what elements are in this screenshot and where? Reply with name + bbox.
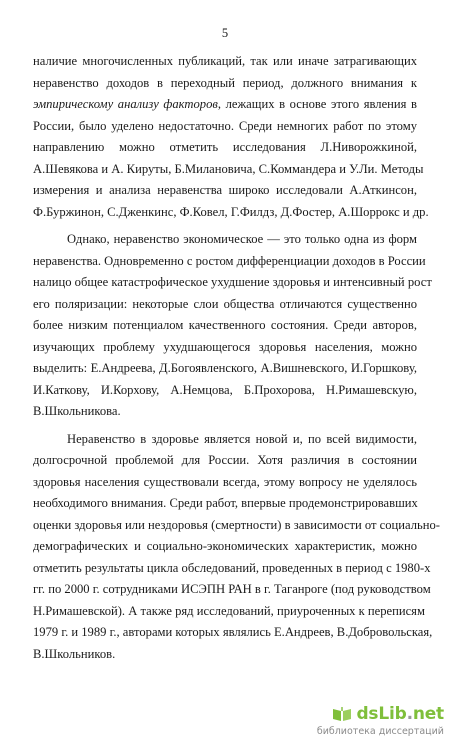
book-icon [332,706,352,722]
text-line: Неравенство в здоровье является новой и, по всей видимости, [67,431,417,446]
text-line: Ф.Буржинон, С.Дженкинс, Ф.Ковел, Г.Филдз, Д.Фостер, А.Шоррокс и др. [33,204,429,219]
document-body [33,51,440,665]
text-line: более низким потенциалом качественного состояния. Среди авторов, [33,318,417,332]
text-line: оценки здоровья или нездоровья (смертности) в зависимости от социально- [33,517,440,532]
text-line: В.Школьников. [33,646,116,661]
text-line: здоровья населения существовали всегда, этому вопросу не уделялось [33,474,417,489]
text-line: долгосрочной проблемой для России. Хотя различия в состоянии [33,453,417,467]
text-line: А.Шевякова и А. Кируты, Б.Милановича, С.Коммандера и У.Ли. Методы [33,161,424,176]
text-line: направлению можно отметить исследования Л.Ниворожкиной, [33,140,417,154]
text-line: налицо общее катастрофическое ухудшение здоровья и интенсивный рост [33,275,432,289]
text-line: неравенство доходов в переходный период, должного внимания к [33,75,417,90]
text-line: изучающих проблему ухудшающегося здоровья населения, можно [33,339,417,354]
text-line: В.Школьникова. [33,404,121,418]
paragraph [33,229,432,423]
text-line: И.Каткову, И.Корхову, А.Немцова, Б.Прохорова, Н.Римашевскую, [33,382,417,397]
paragraph [33,51,429,223]
text-line: отметить результаты цикла обследований, проведенных в период с 1980-х [33,560,431,575]
text-line: демографических и социально-экономических характеристик, можно [33,539,417,553]
paragraph [33,429,440,666]
text-line: измерения и анализа неравенства широко исследовали А.Аткинсон, [33,183,417,197]
text-segment: , лежащих в основе этого явления в [217,97,417,111]
text-line: гг. по 2000 г. сотрудниками ИСЭПН РАН в г. Таганроге (под руководством [33,582,431,596]
text-line: его поляризации: некоторые слои общества отличаются существенно [33,296,417,311]
site-watermark[interactable] [316,704,444,742]
text-line: выделить: Е.Андреева, Д.Богоявленского, А.Вишневского, И.Горшкову, [33,361,417,375]
page-number: 5 [221,26,229,40]
text-line: Н.Римашевской). А также ряд исследований, приуроченных к переписям [33,603,425,618]
text-line: России, было уделено недостаточно. Среди немногих работ по этому [33,118,417,133]
text-line: Однако, неравенство экономическое — это только одна из форм [67,232,417,246]
watermark-logo-text: dsLib.net [356,704,444,724]
text-line: наличие многочисленных публикаций, так или иначе затрагивающих [33,54,417,68]
watermark-caption: библиотека диссертаций [316,726,444,737]
text-line: 1979 г. и 1989 г., авторами которых являлись Е.Андреев, В.Добровольская, [33,625,433,639]
text-line: неравенства. Одновременно с ростом дифференциации доходов в России [33,253,426,268]
emphasized-text: эмпирическому анализу факторов [33,97,218,111]
watermark-logo[interactable] [332,704,444,724]
text-line: необходимого внимания. Среди работ, впервые продемонстрировавших [33,496,418,510]
text-line [33,94,417,116]
